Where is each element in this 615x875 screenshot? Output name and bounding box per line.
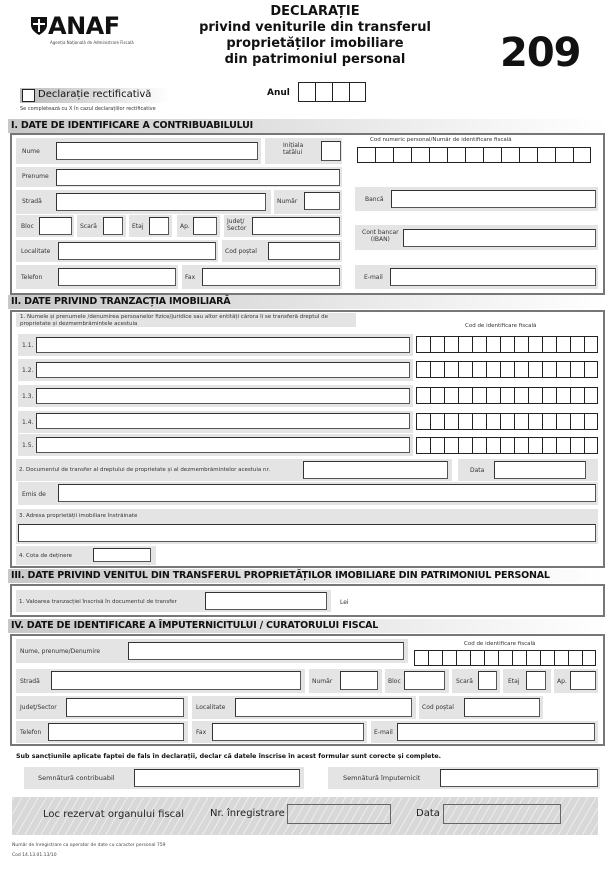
item1-label: 1. Numele și prenumele /denumirea persoanelor fizice/juridice sau altor entități cărora li se transferă dreptul de proprietate și dezmembrămintele acestuia (20, 314, 329, 327)
imp-scara-field[interactable] (478, 671, 497, 690)
imp-email-label: E-mail (374, 729, 393, 736)
imp-nume-label: Nume, prenume/Denumire (20, 648, 101, 655)
banca-label: Bancă (365, 196, 384, 203)
imp-strada-label: Stradă (20, 678, 40, 685)
section-1-title: I. DATE DE IDENTIFICARE A CONTRIBUABILULUI (8, 119, 607, 133)
imp-scara-label: Scară (456, 678, 473, 685)
imp-email-field[interactable] (397, 723, 595, 741)
section-2-title: II. DATE PRIVIND TRANZACȚIA IMOBILIARĂ (8, 295, 607, 309)
bloc-label: Bloc (21, 223, 34, 230)
data-label: Data (470, 467, 485, 474)
imp-numar-field[interactable] (340, 671, 378, 690)
valoare-label: 1. Valoarea tranzacției înscrisă în documentul de transfer (19, 599, 177, 605)
imp-localitate-field[interactable] (235, 698, 412, 717)
nume-field[interactable] (56, 142, 258, 160)
cod-postal-field[interactable] (268, 242, 340, 260)
imp-ap-label: Ap. (557, 678, 567, 685)
nr-inregistrare-field (287, 804, 391, 824)
emis-de-label: Emis de (22, 491, 46, 498)
nume-label: Nume (22, 148, 40, 155)
cif-1-boxes[interactable] (416, 336, 598, 353)
document-data-field[interactable] (494, 461, 586, 479)
document-nr-field[interactable] (303, 461, 448, 479)
beneficiar-1-field[interactable] (36, 337, 410, 353)
imp-fax-field[interactable] (212, 723, 364, 741)
cnp-boxes[interactable] (357, 147, 591, 163)
semnatura-imputernicit-label: Semnătură împuternicit (343, 774, 421, 782)
logo-subtitle: Agenția Națională de Administrare Fiscală (50, 40, 134, 45)
rectificativa-label: Declarație rectificativă (38, 89, 152, 100)
telefon-label: Telefon (21, 274, 43, 281)
iban-field[interactable] (403, 229, 596, 247)
imp-ap-field[interactable] (570, 671, 596, 690)
scara-label: Scară (80, 223, 97, 230)
semnatura-imputernicit-field[interactable] (440, 769, 598, 787)
data-inregistrare-label: Data (416, 808, 440, 819)
imp-cif-boxes[interactable] (414, 650, 596, 666)
strada-label: Stradă (22, 198, 42, 205)
localitate-field[interactable] (58, 242, 216, 260)
imp-fax-label: Fax (196, 729, 207, 736)
etaj-label: Etaj (132, 223, 144, 230)
initiala-label: Inițiala tatălui (283, 142, 304, 156)
prenume-label: Prenume (22, 173, 49, 180)
cod-postal-label: Cod poștal (225, 248, 257, 255)
beneficiar-2-field[interactable] (36, 362, 410, 378)
form-title (190, 4, 440, 68)
semnatura-contribuabil-label: Semnătură contribuabil (38, 774, 115, 782)
footnote-operator: Număr de înregistrare ca operator de date cu caracter personal 759 (12, 843, 166, 848)
title-line-1: DECLARAȚIE (270, 4, 360, 19)
anaf-logo (30, 14, 150, 54)
scara-field[interactable] (103, 217, 123, 235)
imp-bloc-label: Bloc (388, 678, 401, 685)
imp-strada-field[interactable] (51, 671, 301, 690)
cont-bancar-label: Cont bancar (IBAN) (362, 229, 399, 243)
imp-etaj-label: Etaj (508, 678, 520, 685)
judet-field[interactable] (252, 217, 340, 235)
rectificativa-hint: Se completează cu X în cazul declarațiilor rectificative (20, 106, 156, 112)
imp-numar-label: Număr (312, 678, 333, 685)
cif-2-boxes[interactable] (416, 361, 598, 378)
anul-label: Anul (267, 88, 290, 98)
fax-label: Fax (185, 274, 196, 281)
prenume-field[interactable] (56, 169, 340, 186)
currency-label: Lei (340, 599, 349, 606)
imp-cod-postal-field[interactable] (464, 698, 540, 717)
title-line-2: privind veniturile din transferul (199, 20, 431, 35)
judet-label: Județ/ Sector (227, 218, 247, 232)
telefon-field[interactable] (58, 268, 176, 286)
ap-field[interactable] (193, 217, 217, 235)
row-number: 1.4. (22, 419, 34, 426)
adresa-field[interactable] (18, 524, 596, 542)
footnote-cod: Cod 14.13.01.13/10 (12, 853, 57, 858)
fax-field[interactable] (202, 268, 340, 286)
imp-etaj-field[interactable] (526, 671, 546, 690)
valoare-field[interactable] (205, 592, 327, 610)
declaration-text: Sub sancțiunile aplicate faptei de fals în declarații, declar că datele înscrise în acest formular sunt corecte și complete. (16, 753, 442, 760)
cif-label: Cod de identificare fiscală (465, 323, 537, 329)
row-number: 1.1. (22, 342, 34, 349)
imp-localitate-label: Localitate (196, 704, 226, 711)
rectificativa-checkbox[interactable] (22, 89, 35, 102)
beneficiar-5-field[interactable] (36, 437, 410, 453)
cota-detinere-field[interactable] (93, 548, 151, 562)
shield-icon (30, 16, 48, 36)
imp-bloc-field[interactable] (404, 671, 445, 690)
cif-4-boxes[interactable] (416, 413, 598, 430)
strada-field[interactable] (56, 193, 266, 211)
email-field[interactable] (390, 268, 596, 286)
section-4-title: IV. DATE DE IDENTIFICARE A ÎMPUTERNICITULUI / CURATORULUI FISCAL (8, 619, 607, 633)
row-number: 1.2. (22, 367, 34, 374)
beneficiar-3-field[interactable] (36, 388, 410, 404)
loc-rezervat-label: Loc rezervat organului fiscal (43, 809, 185, 820)
beneficiar-4-field[interactable] (36, 413, 410, 429)
item2-label: 2. Documentul de transfer al dreptului de proprietate și al dezmembrămintelor acestuia nr. (19, 467, 271, 473)
etaj-field[interactable] (149, 217, 169, 235)
emis-de-field[interactable] (58, 484, 596, 502)
form-number: 209 (500, 30, 581, 76)
data-inregistrare-field (443, 804, 561, 824)
ap-label: Ap. (180, 223, 190, 230)
row-number: 1.5. (22, 442, 34, 449)
initiala-field[interactable] (321, 141, 341, 161)
bloc-field[interactable] (39, 217, 72, 235)
anul-boxes[interactable] (298, 82, 366, 102)
item3-label: 3. Adresa proprietății imobiliare înstrăinate (19, 513, 138, 519)
imp-judet-field[interactable] (66, 698, 184, 717)
imp-judet-label: Județ/Sector (20, 704, 57, 711)
item4-label: 4. Cota de deținere (19, 553, 73, 559)
localitate-label: Localitate (21, 248, 51, 255)
banca-field[interactable] (391, 190, 596, 208)
imp-nume-field[interactable] (128, 642, 404, 660)
imp-cif-label: Cod de identificare fiscală (464, 641, 536, 647)
semnatura-contribuabil-field[interactable] (134, 769, 300, 787)
row-number: 1.3. (22, 393, 34, 400)
cif-5-boxes[interactable] (416, 437, 598, 454)
email-label: E-mail (364, 274, 383, 281)
cif-3-boxes[interactable] (416, 387, 598, 404)
imp-cod-postal-label: Cod poștal (422, 704, 454, 711)
section-3-title: III. DATE PRIVIND VENITUL DIN TRANSFERUL PROPRIETĂȚILOR IMOBILIARE DIN PATRIMONIUL PERSONAL (8, 569, 607, 583)
logo-text: ANAF (48, 12, 120, 40)
numar-label: Număr (277, 198, 298, 205)
imp-telefon-field[interactable] (48, 723, 184, 741)
imp-telefon-label: Telefon (20, 729, 42, 736)
title-line-3: proprietăților imobiliare (226, 36, 404, 51)
numar-field[interactable] (304, 192, 340, 210)
cnp-label: Cod numeric personal/Număr de identificare fiscală (370, 137, 512, 143)
nr-inregistrare-label: Nr. înregistrare (210, 808, 285, 819)
title-line-4: din patrimoniul personal (224, 52, 406, 67)
